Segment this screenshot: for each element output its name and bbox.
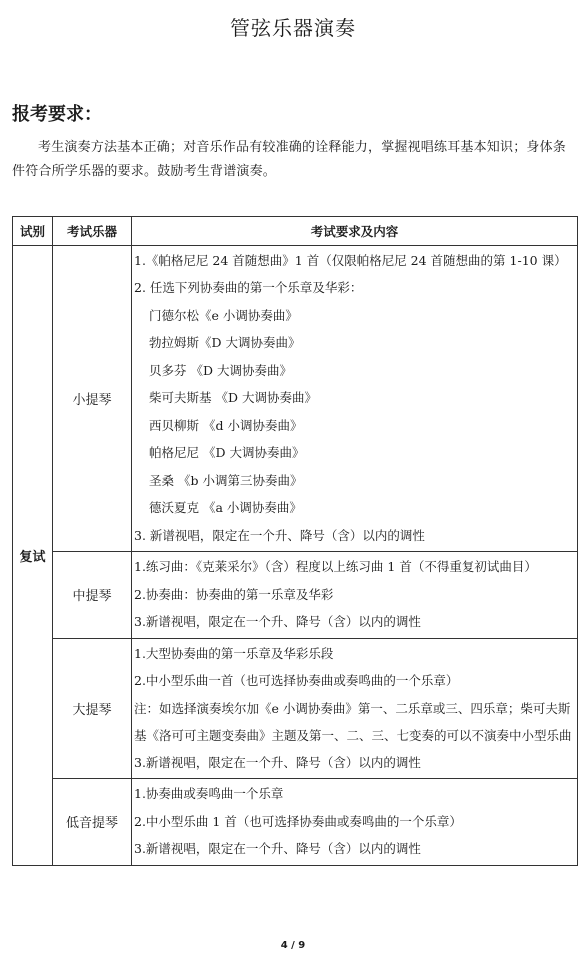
- requirement-line: 1.练习曲：《克莱采尔》（含）程度以上练习曲 1 首（不得重复初试曲目）: [134, 559, 537, 574]
- concerto-option: 德沃夏克 《a 小调协奏曲》: [149, 500, 302, 515]
- requirement-line: 1.大型协奏曲的第一乐章及华彩乐段: [134, 645, 334, 661]
- table-header-row: [13, 217, 578, 246]
- requirement-line: 3. 新谱视唱，限定在一个升、降号（含）以内的调性: [134, 527, 425, 543]
- concerto-option: 贝多芬 《D 大调协奏曲》: [149, 362, 292, 378]
- instrument-name: 低音提琴: [65, 816, 118, 832]
- intro-paragraph: 考生演奏方法基本正确；对音乐作品有较准确的诠释能力，掌握视唱练耳基本知识；身体条件符合所学乐器的要求。鼓励考生背谱演奏。: [12, 140, 567, 179]
- stage-cell: [13, 246, 53, 866]
- table-row-violin: [13, 246, 578, 552]
- instrument-cell: [53, 638, 132, 779]
- page-number: 4 / 9: [280, 940, 306, 951]
- instrument-cell: [53, 779, 132, 866]
- header-content: 考试要求及内容: [132, 217, 578, 246]
- requirement-line: 3.新谱视唱，限定在一个升、降号（含）以内的调性: [134, 841, 421, 856]
- requirement-line: 2.中小型乐曲 1 首（也可选择协奏曲或奏鸣曲的一个乐章）: [134, 813, 462, 829]
- concerto-option: 帕格尼尼 《D 大调协奏曲》: [149, 445, 305, 460]
- concerto-option: 勃拉姆斯《D 大调协奏曲》: [149, 335, 301, 350]
- instrument-cell: [53, 552, 132, 639]
- content-cell: [132, 552, 578, 639]
- requirement-note: 注：如选择演奏埃尔加《e 小调协奏曲》第一、二乐章或三、四乐章；柴可夫斯基《洛可可主题变奏曲》主题及第一、二、三、七变奏的可以不演奏中小型乐曲: [134, 700, 572, 743]
- requirement-line: 3.新谱视唱，限定在一个升、降号（含）以内的调性: [134, 754, 421, 770]
- document-title: 管弦乐器演奏: [230, 16, 356, 40]
- table-row-double-bass: [13, 779, 578, 866]
- concerto-option: 柴可夫斯基 《D 大调协奏曲》: [149, 390, 317, 405]
- requirement-line: 1.协奏曲或奏鸣曲一个乐章: [134, 786, 284, 801]
- requirement-line: 1.《帕格尼尼 24 首随想曲》1 首（仅限帕格尼尼 24 首随想曲的第 1-10 课）: [134, 253, 567, 268]
- table-row-cello: [13, 638, 578, 779]
- section-heading: 报考要求：: [12, 104, 102, 125]
- concerto-option: 圣桑 《b 小调第三协奏曲》: [149, 472, 303, 488]
- instrument-name: 小提琴: [72, 393, 112, 408]
- requirement-line: 2.协奏曲：协奏曲的第一乐章及华彩: [134, 586, 334, 602]
- requirements-table: [12, 216, 578, 866]
- instrument-name: 中提琴: [72, 589, 112, 605]
- header-instrument: 考试乐器: [53, 217, 132, 246]
- instrument-name: 大提琴: [72, 702, 112, 718]
- instrument-cell: [53, 246, 132, 552]
- requirement-line: 2. 任选下列协奏曲的第一个乐章及华彩：: [134, 280, 363, 295]
- requirement-line: 3.新谱视唱，限定在一个升、降号（含）以内的调性: [134, 614, 421, 629]
- content-cell: [132, 246, 578, 552]
- content-cell: [132, 779, 578, 866]
- content-cell: [132, 638, 578, 779]
- stage-label: 复试: [19, 549, 46, 565]
- table-row-viola: [13, 552, 578, 639]
- concerto-option: 西贝柳斯 《d 小调协奏曲》: [149, 417, 303, 433]
- concerto-option: 门德尔松《e 小调协奏曲》: [149, 307, 298, 323]
- requirement-line: 2.中小型乐曲一首（也可选择协奏曲或奏鸣曲的一个乐章）: [134, 673, 459, 688]
- header-stage: 试别: [13, 217, 53, 246]
